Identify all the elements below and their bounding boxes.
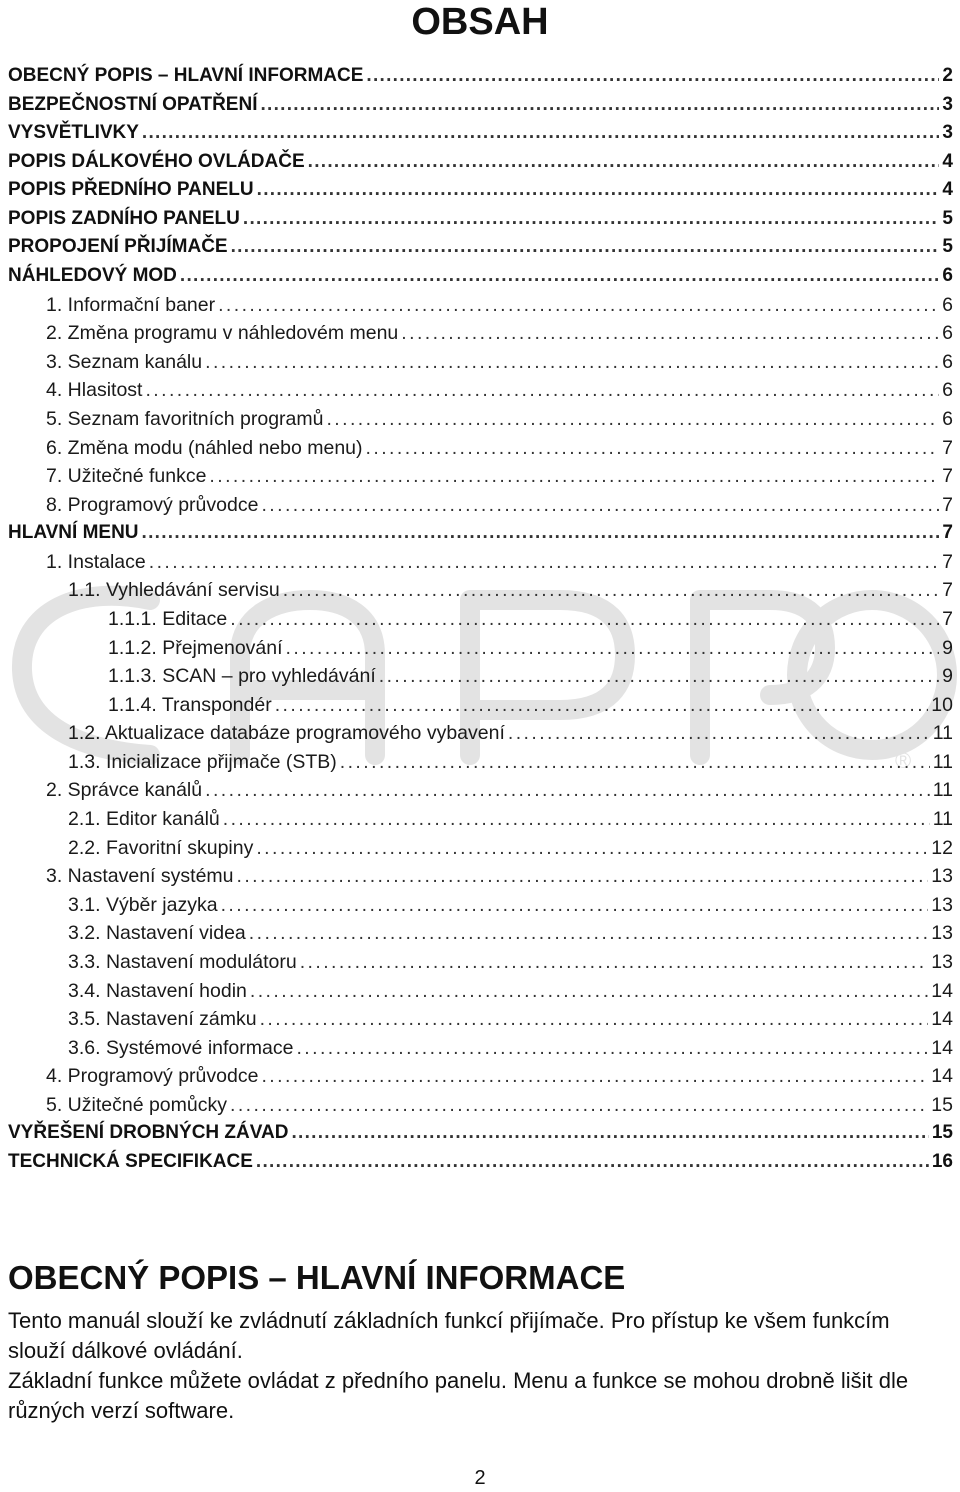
toc-entry[interactable] xyxy=(8,948,953,977)
toc-entry-page: 14 xyxy=(931,1008,953,1031)
toc-entry[interactable] xyxy=(8,719,953,748)
toc-entry-label: 3. Nastavení systému xyxy=(46,865,234,888)
toc-entry-label: 2.1. Editor kanálů xyxy=(68,808,220,831)
toc-entry-page: 11 xyxy=(932,808,953,831)
toc-entry[interactable] xyxy=(8,62,953,91)
toc-dot-leader xyxy=(256,834,928,863)
toc-entry[interactable] xyxy=(8,519,953,548)
toc-dot-leader xyxy=(180,262,940,291)
toc-entry[interactable] xyxy=(8,119,953,148)
toc-entry[interactable] xyxy=(8,1119,953,1148)
toc-dot-leader xyxy=(308,148,940,177)
toc-entry[interactable] xyxy=(8,834,953,863)
toc-entry[interactable] xyxy=(8,805,953,834)
toc-entry-label: 5. Seznam favoritních programů xyxy=(46,407,324,430)
toc-dot-leader xyxy=(223,805,930,834)
toc-entry[interactable] xyxy=(8,919,953,948)
toc-dot-leader xyxy=(249,919,929,948)
toc-entry[interactable] xyxy=(8,434,953,463)
registered-mark: ® xyxy=(895,748,912,773)
toc-dot-leader xyxy=(291,1119,928,1148)
body-paragraph: Základní funkce můžete ovládat z předního panelu. Menu a funkce se mohou drobně lišit dle různých verzí software. xyxy=(8,1368,909,1423)
toc-entry-label: POPIS PŘEDNÍHO PANELU xyxy=(8,179,254,201)
toc-entry-label: 1. Instalace xyxy=(46,550,146,573)
toc-dot-leader xyxy=(149,548,939,577)
toc-dot-leader xyxy=(142,119,940,148)
toc-entry-page: 7 xyxy=(942,550,953,573)
toc-entry-label: 4. Hlasitost xyxy=(46,379,143,402)
toc-entry-label: 3.4. Nastavení hodin xyxy=(68,979,247,1002)
toc-entry-page: 6 xyxy=(942,265,953,287)
toc-entry-page: 6 xyxy=(942,379,953,402)
toc-entry[interactable] xyxy=(8,376,953,405)
toc-entry[interactable] xyxy=(8,319,953,348)
toc-entry-label: 8. Programový průvodce xyxy=(46,493,259,516)
toc-entry-page: 7 xyxy=(942,436,953,459)
toc-entry-label: 3.1. Výběr jazyka xyxy=(68,893,218,916)
body-paragraph: Tento manuál slouží ke zvládnutí základních funkcí přijímače. Pro přístup ke všem funkcím slouží dálkové ovládání. xyxy=(8,1308,890,1363)
toc-entry-label: 1.3. Inicializace přijmače (STB) xyxy=(68,750,337,773)
toc-dot-leader xyxy=(261,491,939,520)
toc-entry-page: 9 xyxy=(942,636,953,659)
toc-dot-leader xyxy=(340,748,930,777)
toc-entry-page: 6 xyxy=(942,293,953,316)
toc-entry[interactable] xyxy=(8,491,953,520)
toc-entry-label: 3.2. Nastavení videa xyxy=(68,922,246,945)
toc-entry-label: 1.1. Vyhledávání servisu xyxy=(68,579,280,602)
toc-entry-label: 6. Změna modu (náhled nebo menu) xyxy=(46,436,363,459)
toc-dot-leader xyxy=(401,319,939,348)
toc-entry[interactable] xyxy=(8,548,953,577)
toc-dot-leader xyxy=(145,376,939,405)
toc-dot-leader xyxy=(230,605,939,634)
toc-entry[interactable] xyxy=(8,891,953,920)
toc-dot-leader xyxy=(300,948,929,977)
toc-dot-leader xyxy=(237,862,929,891)
toc-entry-page: 9 xyxy=(942,665,953,688)
toc-entry[interactable] xyxy=(8,405,953,434)
toc-dot-leader xyxy=(230,1091,928,1120)
toc-entry-page: 3 xyxy=(942,122,953,144)
toc-entry[interactable] xyxy=(8,291,953,320)
toc-entry[interactable] xyxy=(8,176,953,205)
toc-entry-label: HLAVNÍ MENU xyxy=(8,522,139,544)
toc-dot-leader xyxy=(209,462,939,491)
toc-entry-page: 12 xyxy=(931,836,953,859)
toc-entry-page: 11 xyxy=(932,779,953,802)
toc-entry-page: 7 xyxy=(942,579,953,602)
toc-entry-page: 16 xyxy=(931,1150,953,1172)
toc-entry[interactable] xyxy=(8,205,953,234)
toc-entry-label: 7. Užitečné funkce xyxy=(46,465,207,488)
toc-entry[interactable] xyxy=(8,862,953,891)
toc-entry-label: TECHNICKÁ SPECIFIKACE xyxy=(8,1150,253,1172)
page-title: OBSAH xyxy=(411,1,549,43)
toc-entry-label: 1.1.3. SCAN – pro vyhledávání xyxy=(108,665,376,688)
toc-entry[interactable] xyxy=(8,776,953,805)
toc-entry-page: 15 xyxy=(931,1122,953,1144)
toc-entry-page: 7 xyxy=(942,607,953,630)
toc-dot-leader xyxy=(366,62,939,91)
toc-entry-page: 5 xyxy=(942,236,953,258)
toc-entry-label: 1. Informační baner xyxy=(46,293,216,316)
toc-entry-page: 14 xyxy=(931,1065,953,1088)
toc-dot-leader xyxy=(326,405,939,434)
toc-entry-label: 2. Správce kanálů xyxy=(46,779,203,802)
toc-entry-page: 6 xyxy=(942,322,953,345)
toc-entry-page: 15 xyxy=(931,1093,953,1116)
toc-dot-leader xyxy=(286,634,940,663)
toc-entry-label: 3.5. Nastavení zámku xyxy=(68,1008,257,1031)
toc-entry-page: 4 xyxy=(942,150,953,172)
toc-dot-leader xyxy=(256,1148,929,1177)
toc-dot-leader xyxy=(260,1005,929,1034)
toc-entry-page: 7 xyxy=(942,465,953,488)
toc-entry[interactable] xyxy=(8,1091,953,1120)
toc-entry-label: POPIS DÁLKOVÉHO OVLÁDAČE xyxy=(8,150,305,172)
toc-entry-page: 13 xyxy=(931,950,953,973)
toc-entry[interactable] xyxy=(8,605,953,634)
toc-dot-leader xyxy=(205,776,930,805)
toc-dot-leader xyxy=(221,891,929,920)
toc-entry[interactable] xyxy=(8,576,953,605)
toc-entry[interactable] xyxy=(8,634,953,663)
toc-entry[interactable] xyxy=(8,148,953,177)
toc-dot-leader xyxy=(283,576,939,605)
toc-entry-label: 4. Programový průvodce xyxy=(46,1065,259,1088)
page-number: 2 xyxy=(474,1467,486,1489)
toc-entry-label: BEZPEČNOSTNÍ OPATŘENÍ xyxy=(8,93,258,115)
toc-entry-page: 13 xyxy=(931,922,953,945)
toc-dot-leader xyxy=(366,434,940,463)
toc-entry-page: 3 xyxy=(942,93,953,115)
toc-dot-leader xyxy=(275,691,929,720)
toc-dot-leader xyxy=(261,1062,928,1091)
toc-entry-label: 1.1.2. Přejmenování xyxy=(108,636,283,659)
toc-entry-label: 5. Užitečné pomůcky xyxy=(46,1093,227,1116)
toc-entry-page: 11 xyxy=(932,722,953,745)
toc-entry-page: 6 xyxy=(942,350,953,373)
toc-entry-label: 2.2. Favoritní skupiny xyxy=(68,836,254,859)
toc-entry[interactable] xyxy=(8,91,953,120)
toc-dot-leader xyxy=(296,1034,928,1063)
toc-entry-label: OBECNÝ POPIS – HLAVNÍ INFORMACE xyxy=(8,65,364,86)
toc-entry-label: 3.3. Nastavení modulátoru xyxy=(68,950,297,973)
toc-entry-label: PROPOJENÍ PŘIJÍMAČE xyxy=(8,236,228,258)
toc-entry-label: 3. Seznam kanálu xyxy=(46,350,203,373)
toc-entry[interactable] xyxy=(8,1062,953,1091)
toc-dot-leader xyxy=(260,91,939,120)
toc-entry[interactable] xyxy=(8,233,953,262)
toc-entry-label: VYŘEŠENÍ DROBNÝCH ZÁVAD xyxy=(8,1122,289,1144)
toc-entry-label: 1.2. Aktualizace databáze programového vybavení xyxy=(68,722,505,745)
toc-dot-leader xyxy=(231,233,940,262)
toc-entry-label: POPIS ZADNÍHO PANELU xyxy=(8,207,240,229)
section-heading: OBECNÝ POPIS – HLAVNÍ INFORMACE xyxy=(8,1259,626,1296)
section-body xyxy=(8,1306,953,1426)
toc-entry[interactable] xyxy=(8,462,953,491)
toc-entry-page: 10 xyxy=(931,693,953,716)
toc-entry[interactable] xyxy=(8,1148,953,1177)
toc-dot-leader xyxy=(508,719,930,748)
toc-entry-page: 5 xyxy=(942,207,953,229)
toc-entry[interactable] xyxy=(8,748,953,777)
table-of-contents xyxy=(8,62,953,1177)
toc-entry-label: NÁHLEDOVÝ MOD xyxy=(8,265,177,287)
toc-dot-leader xyxy=(218,291,939,320)
toc-entry-page: 13 xyxy=(931,893,953,916)
toc-entry[interactable] xyxy=(8,691,953,720)
toc-entry[interactable] xyxy=(8,348,953,377)
toc-entry-label: 3.6. Systémové informace xyxy=(68,1036,294,1059)
toc-entry-page: 7 xyxy=(942,493,953,516)
toc-dot-leader xyxy=(205,348,939,377)
toc-entry-page: 7 xyxy=(942,522,953,544)
toc-dot-leader xyxy=(243,205,940,234)
toc-dot-leader xyxy=(142,519,940,548)
toc-entry-page: 2 xyxy=(942,65,953,86)
toc-entry-label: 1.1.4. Transpondér xyxy=(108,693,272,716)
toc-dot-leader xyxy=(250,977,928,1006)
toc-entry-page: 14 xyxy=(931,1036,953,1059)
toc-entry-label: VYSVĚTLIVKY xyxy=(8,122,139,144)
toc-entry-page: 14 xyxy=(931,979,953,1002)
toc-dot-leader xyxy=(257,176,940,205)
toc-dot-leader xyxy=(379,662,939,691)
toc-entry-page: 4 xyxy=(942,179,953,201)
toc-entry[interactable] xyxy=(8,977,953,1006)
toc-entry[interactable] xyxy=(8,662,953,691)
toc-entry-page: 13 xyxy=(931,865,953,888)
toc-entry-label: 1.1.1. Editace xyxy=(108,607,228,630)
toc-entry[interactable] xyxy=(8,1005,953,1034)
toc-entry[interactable] xyxy=(8,1034,953,1063)
toc-entry-label: 2. Změna programu v náhledovém menu xyxy=(46,322,399,345)
toc-entry-page: 6 xyxy=(942,407,953,430)
toc-entry[interactable] xyxy=(8,262,953,291)
toc-entry-page: 11 xyxy=(932,750,953,773)
